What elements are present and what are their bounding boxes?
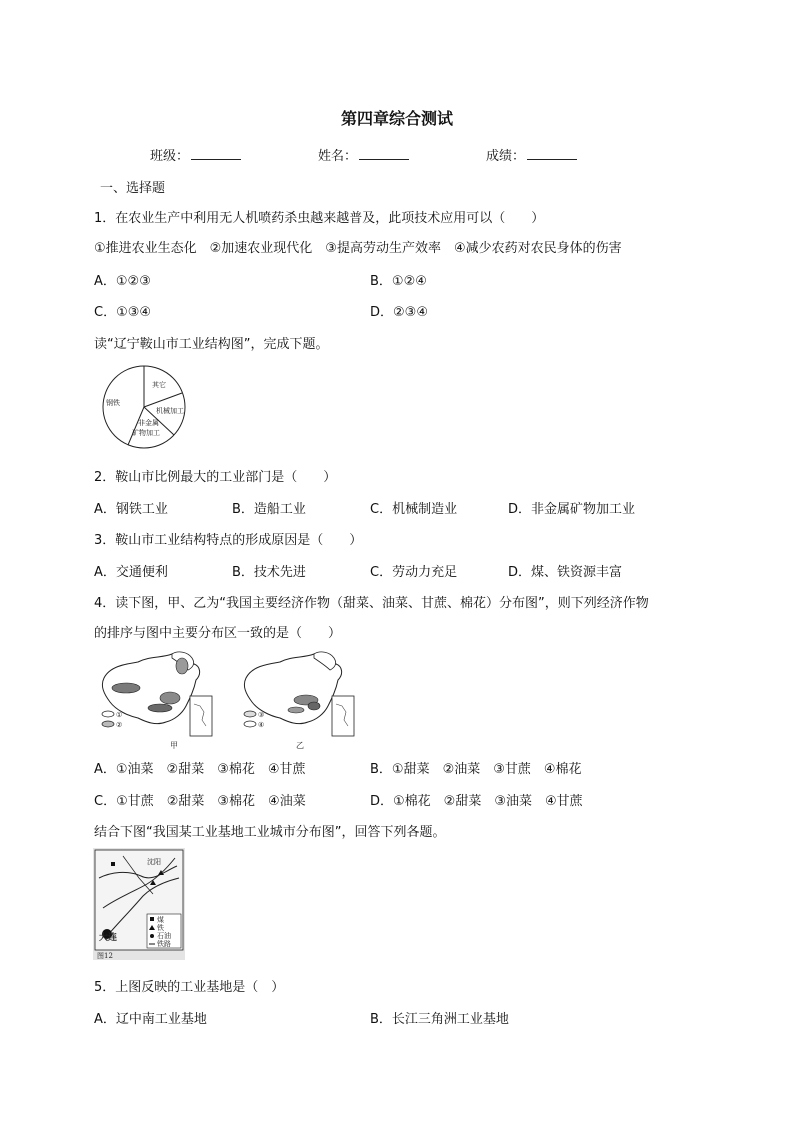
legend-coal: 煤 xyxy=(157,916,164,924)
map-city-dalian: 大连 xyxy=(99,933,118,943)
name-field xyxy=(318,145,409,164)
pie-label-steel: 钢铁 xyxy=(106,399,120,407)
yi-legend-4: ④ xyxy=(258,721,265,729)
q5-option-b: B．长江三角洲工业基地 xyxy=(370,1012,509,1027)
q1-option-b: B．①②④ xyxy=(370,274,427,289)
q5-option-a: A．辽中南工业基地 xyxy=(94,1012,207,1027)
q3-stem: 3．鞍山市工业结构特点的形成原因是（ ） xyxy=(94,533,363,548)
intro-map: 结合下图“我国某工业基地工业城市分布图”，回答下列各题。 xyxy=(94,825,446,840)
score-blank xyxy=(527,147,577,160)
class-field xyxy=(150,145,241,164)
q3-option-b: B．技术先进 xyxy=(232,565,306,580)
pie-label-machinery: 机械加工 xyxy=(156,407,184,415)
q1-option-d: D．②③④ xyxy=(370,305,428,320)
q5-stem: 5．上图反映的工业基地是（ ） xyxy=(94,980,285,995)
crop-map-jia xyxy=(98,648,222,752)
legend-oil: 石油 xyxy=(157,932,171,940)
q2-option-c: C．机械制造业 xyxy=(370,502,458,517)
pie-label-nonmetal: 非金属 xyxy=(138,419,159,427)
q2-option-b: B．造船工业 xyxy=(232,502,306,517)
yi-legend-3: ③ xyxy=(258,711,265,719)
pie-label-other: 其它 xyxy=(152,381,166,389)
q4-option-d: D．①棉花 ②甜菜 ③油菜 ④甘蔗 xyxy=(370,794,583,809)
score-field xyxy=(486,145,577,164)
jia-legend-1: ① xyxy=(116,711,123,719)
name-blank xyxy=(359,147,409,160)
page-title: 第四章综合测试 xyxy=(340,109,453,128)
q1-stem: 1．在农业生产中利用无人机喷药杀虫越来越普及，此项技术应用可以（ ） xyxy=(94,211,545,226)
map-label-jia: 甲 xyxy=(170,741,178,750)
jia-legend-2: ② xyxy=(116,721,123,729)
q2-option-a: A．钢铁工业 xyxy=(94,502,168,517)
q1-option-c: C．①③④ xyxy=(94,305,152,320)
score-label: 成绩： xyxy=(486,149,526,164)
class-label: 班级： xyxy=(150,149,190,164)
industrial-base-map xyxy=(93,848,185,960)
name-label: 姓名： xyxy=(318,149,358,164)
industry-pie-figure xyxy=(96,363,192,453)
q4-stem-line1: 4．读下图，甲、乙为“我国主要经济作物（甜菜、油菜、甘蔗、棉花）分布图”，则下列经济作物 xyxy=(94,596,649,611)
map-label-yi: 乙 xyxy=(296,741,304,750)
q3-option-c: C．劳动力充足 xyxy=(370,565,458,580)
q3-option-d: D．煤、铁资源丰富 xyxy=(508,565,623,580)
map-caption: 图12 xyxy=(97,952,113,960)
class-blank xyxy=(191,147,241,160)
q4-option-a: A．①油菜 ②甜菜 ③棉花 ④甘蔗 xyxy=(94,762,306,777)
q4-option-c: C．①甘蔗 ②甜菜 ③棉花 ④油菜 xyxy=(94,794,306,809)
legend-iron: 铁 xyxy=(157,924,164,932)
legend-railway: 铁路 xyxy=(157,940,171,948)
q2-option-d: D．非金属矿物加工业 xyxy=(508,502,636,517)
map-city-shenyang: 沈阳 xyxy=(147,858,161,866)
section-heading: 一、选择题 xyxy=(100,181,166,196)
q3-option-a: A．交通便利 xyxy=(94,565,168,580)
crop-map-yi xyxy=(240,648,364,752)
q4-option-b: B．①甜菜 ②油菜 ③甘蔗 ④棉花 xyxy=(370,762,582,777)
q1-option-a: A．①②③ xyxy=(94,274,151,289)
q2-stem: 2．鞍山市比例最大的工业部门是（ ） xyxy=(94,470,337,485)
pie-label-mineral: 矿物加工 xyxy=(132,429,160,437)
q1-statements: ①推进农业生态化 ②加速农业现代化 ③提高劳动生产效率 ④减少农药对农民身体的伤害 xyxy=(94,241,622,256)
q4-stem-line2: 的排序与图中主要分布区一致的是（ ） xyxy=(94,626,342,641)
intro-pie: 读“辽宁鞍山市工业结构图”，完成下题。 xyxy=(94,337,329,352)
